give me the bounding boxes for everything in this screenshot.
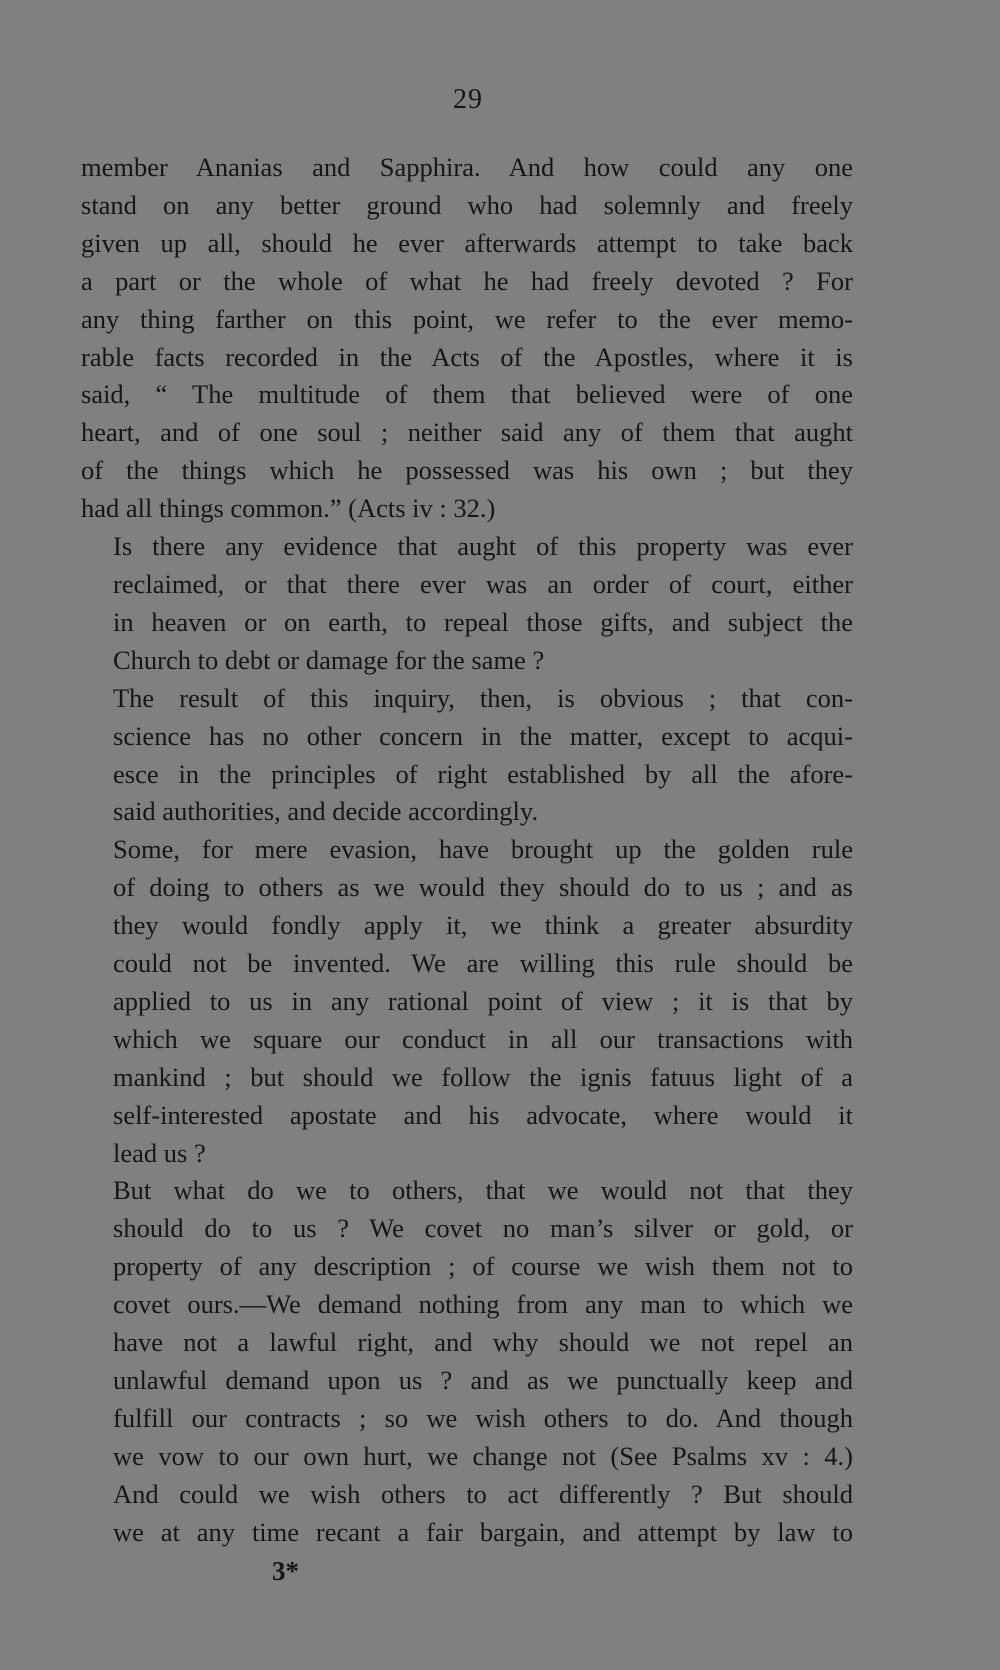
text-line: Church to debt or damage for the same ? [113,644,545,675]
text-line: science has no other concern in the matter, except to acqui- [113,720,853,751]
text-line: stand on any better ground who had solemnly and freely [81,189,853,220]
paragraph-4 [81,831,853,1172]
text-line: property of any description ; of course we wish them not to [113,1251,853,1282]
text-line: said, “ The multitude of them that believed were of one [81,379,853,410]
text-line: covet ours.—We demand nothing from any man to which we [113,1289,853,1320]
text-line: which we square our conduct in all our transactions with [113,1023,853,1054]
text-line: a part or the whole of what he had freely devoted ? For [81,265,853,296]
text-line: could not be invented. We are willing this rule should be [113,948,853,979]
text-line: given up all, should he ever afterwards attempt to take back [81,227,853,258]
page-number: 29 [453,84,483,115]
text-line: should do to us ? We covet no man’s silver or gold, or [113,1213,853,1244]
text-line: applied to us in any rational point of view ; it is that by [113,985,853,1016]
text-line: reclaimed, or that there ever was an order of court, either [113,568,853,599]
text-line: heart, and of one soul ; neither said any of them that aught [81,417,853,448]
text-line: said authorities, and decide accordingly. [113,796,539,827]
text-line: unlawful demand upon us ? and as we punctually keep and [113,1365,853,1395]
text-line: of the things which he possessed was his own ; but they [81,455,853,486]
text-line: esce in the principles of right established by all the afore- [113,758,853,789]
paragraph-5 [81,1172,853,1551]
text-line: we at any time recant a fair bargain, and attempt by law to [113,1516,853,1547]
text-line: The result of this inquiry, then, is obvious ; that con- [113,682,853,713]
text-line: rable facts recorded in the Acts of the Apostles, where it is [81,341,853,372]
text-line: But what do we to others, that we would not that they [113,1175,853,1206]
text-line: in heaven or on earth, to repeal those gifts, and subject the [113,606,853,637]
text-line: had all things common.” (Acts iv : 32.) [81,493,496,524]
text-line: we vow to our own hurt, we change not (See Psalms xv : 4.) [113,1440,853,1471]
text-line: Some, for mere evasion, have brought up the golden rule [113,834,853,865]
text-line: self-interested apostate and his advocate, where would it [113,1099,853,1130]
text-line: any thing farther on this point, we refer to the ever memo- [81,303,853,334]
text-line: mankind ; but should we follow the ignis fatuus light of a [113,1061,853,1092]
text-line: member Ananias and Sapphira. And how could any one [81,152,853,182]
text-line: And could we wish others to act differently ? But should [113,1478,853,1509]
text-line: Is there any evidence that aught of this property was ever [113,531,853,562]
text-line: of doing to others as we would they should do to us ; and as [113,872,853,903]
page-body [81,149,853,1552]
paragraph-2 [81,528,853,680]
signature-mark: 3* [272,1556,299,1586]
paragraph-1 [81,149,853,528]
text-line: they would fondly apply it, we think a greater absurdity [113,910,853,941]
text-line: have not a lawful right, and why should we not repel an [113,1327,853,1358]
text-line: lead us ? [113,1137,206,1168]
text-line: fulfill our contracts ; so we wish others to do. And though [113,1402,853,1433]
paragraph-3 [81,680,853,832]
